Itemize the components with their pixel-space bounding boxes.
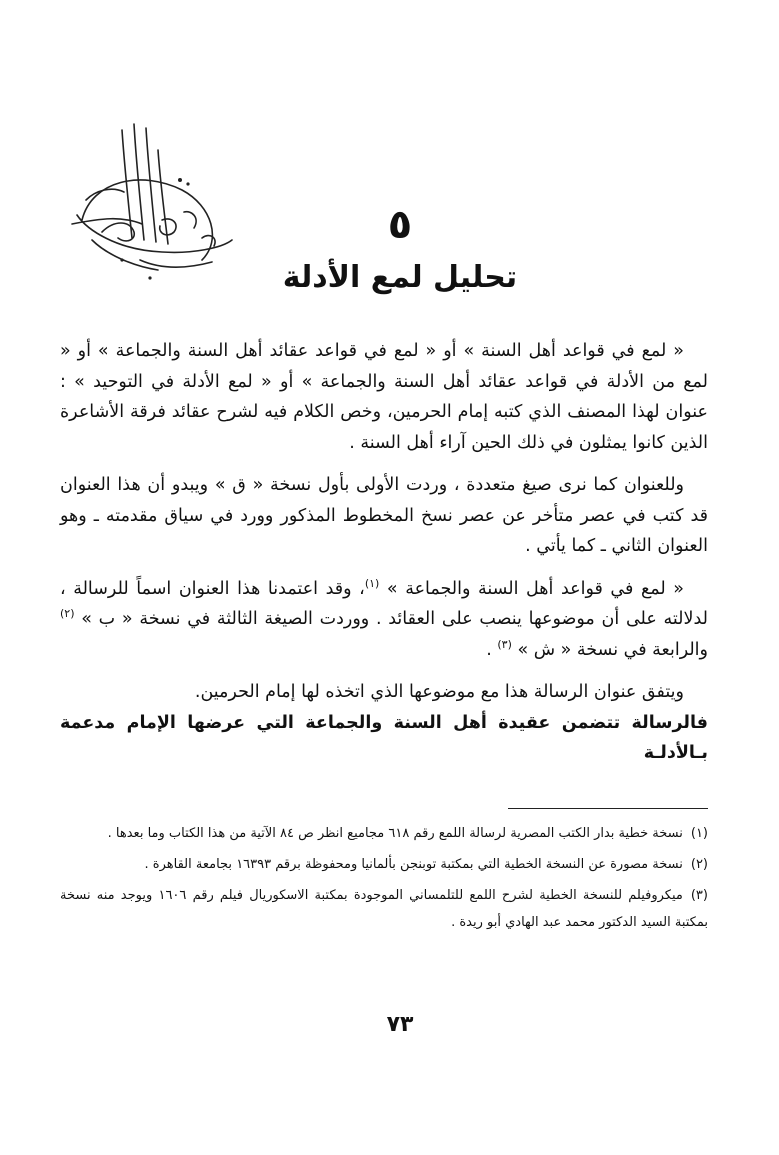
footnote-ref-1: (١) — [364, 576, 380, 590]
footnote-separator — [508, 808, 708, 809]
paragraph-3-part-4: . — [486, 639, 492, 660]
body-text — [60, 336, 708, 781]
footnote-1 — [60, 820, 708, 847]
paragraph-4: ويتفق عنوان الرسالة هذا مع موضوعها الذي اتخذه لها إمام الحرمين. — [194, 682, 684, 702]
calligraphic-seal — [62, 120, 237, 290]
footnote-text: نسخة خطية بدار الكتب المصرية لرسالة اللمع رقم ٦١٨ مجاميع انظر ص ٨٤ الآتية من هذا الكتاب وما بعدها . — [107, 826, 683, 841]
footnote-text: نسخة مصورة عن النسخة الخطية التي بمكتبة توبنجن بألمانيا ومحفوظة برقم ١٦٣٩٣ بجامعة القاهرة . — [144, 857, 683, 872]
footnote-text: ميكروفيلم للنسخة الخطية لشرح اللمع للتلمساني الموجودة بمكتبة الاسكوريال فيلم رقم ١٦٠٦ ويوجد منه نسخة بمكتبة السيد الدكتور محمد عبد الهادي أبو ريدة . — [60, 888, 708, 930]
paragraph-2: وللعنوان كما نرى صيغ متعددة ، وردت الأولى بأول نسخة « ق » ويبدو أن هذا العنوان قد كتب في عصر متأخر عن عصر نسخ المخطوط المذكور وورد في سياق مقدمته ـ وهو العنوان الثاني ـ كما يأتي . — [60, 475, 708, 556]
footnote-ref-2: (٢) — [60, 607, 75, 621]
page-number: ٧٣ — [386, 1012, 414, 1037]
footnotes — [60, 820, 708, 940]
paragraph-1: « لمع في قواعد أهل السنة » أو « لمع في قواعد عقائد أهل السنة والجماعة » أو « لمع من الأدلة في قواعد عقائد أهل السنة والجماعة » أو « لمع الأدلة في التوحيد » : عنوان لهذا المصنف الذي كتبه إمام الحرمين، وخص الكلام فيه لشرح عقائد فرقة الأشاعرة الذين كانوا يمثلون في ذلك الحين آراء أهل السنة . — [60, 341, 708, 453]
footnote-number: (٣) — [690, 888, 708, 903]
paragraph-3-part-1: « لمع في قواعد أهل السنة والجماعة » — [386, 578, 684, 599]
paragraph-3 — [60, 574, 708, 666]
footnote-3 — [60, 882, 708, 936]
footnote-number: (١) — [690, 826, 708, 841]
chapter-title: تحليل لمع الأدلة — [282, 260, 518, 295]
paragraph-3-part-3: والرابعة في نسخة « ش » — [517, 639, 708, 660]
paragraph-5: فالرسالة تتضمن عقيدة أهل السنة والجماعة التي عرضها الإمام مدعمة بـالأدلـة — [60, 712, 708, 763]
footnote-2 — [60, 851, 708, 878]
footnote-number: (٢) — [690, 857, 708, 872]
chapter-number: ٥ — [387, 202, 413, 248]
paragraph-3-part-2: ، وقد اعتمدنا هذا العنوان اسماً للرسالة ، لدلالته على أن موضوعها ينصب على العقائد . ووردت الصيغة الثالثة في نسخة « ب » — [60, 578, 708, 629]
footnote-ref-3: (٣) — [497, 637, 512, 651]
